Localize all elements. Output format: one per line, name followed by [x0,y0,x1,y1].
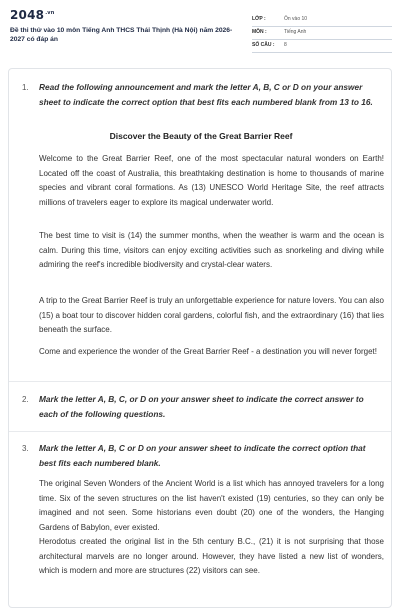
meta-label-class: LỚP : [252,16,266,22]
passage-title: Discover the Beauty of the Great Barrier Reef [109,131,293,141]
question-3-number: 3. [22,444,29,453]
passage-paragraph-3: A trip to the Great Barrier Reef is truly an unforgettable experience for nature lovers. You can also (15) a boat tour to discover hidden coral gardens, colorful fish, and the extraordinary (16) that lies beneath the surface. [39,296,384,334]
meta-value-count: 8 [284,42,287,48]
exam-title: Đề thi thử vào 10 môn Tiếng Anh THCS Thái Thịnh (Hà Nội) năm 2026-2027 có đáp án [10,27,233,43]
logo-sub: .vn [45,10,55,16]
question-3-instruction: Mark the letter A, B, C or D on your answer sheet to indicate the correct option that best fits each numbered blank. [39,443,366,468]
page-header [0,0,400,64]
question-3-paragraph-1: The original Seven Wonders of the Ancient World is a list which has annoyed travelers for a long time. Six of the seven structures on the list haven't existed (19) centuries, so they can only be imagined and not seen. Some historians even doubt (20) one of the wonders, the Hanging Gardens of Babylon, ever existed. [39,479,384,532]
passage-paragraph-4: Come and experience the wonder of the Great Barrier Reef - a destination you will never forget! [39,347,377,356]
question-3-paragraph-2: Herodotus created the original list in the 5th century B.C., (21) it is not surprising that those architectural marvels are no longer around. However, they have listed a new list of wonders, which is modern and more are structures (22) visitors can see. [39,537,384,575]
question-1-number: 1. [22,83,29,92]
meta-value-subject: Tiếng Anh [284,29,307,35]
question-divider [9,381,391,382]
passage-paragraph-1: Welcome to the Great Barrier Reef, one of the most spectacular natural wonders on Earth! Located off the coast of Australia, this breathtaking destination is home to thousands of marine species and vibrant coral formations. As (13) UNESCO World Heritage Site, the reef attracts millions of travelers eager to explore its magical underwater world. [39,154,384,207]
meta-value-class: Ôn vào 10 [284,16,308,22]
question-1-instruction: Read the following announcement and mark the letter A, B, C or D on your answer sheet to indicate the correct option that best fits each numbered blank from 13 to 16. [39,82,373,107]
meta-label-count: SỐ CÂU : [252,42,275,48]
exam-content-card [8,68,392,608]
meta-row-class [252,14,392,27]
meta-label-subject: MÔN : [252,29,267,35]
meta-row-count [252,40,392,53]
exam-meta [252,14,392,53]
question-2-number: 2. [22,395,29,404]
question-divider [9,431,391,432]
passage-paragraph-2: The best time to visit is (14) the summer months, when the weather is warm and the ocean is calm. During this time, visitors can enjoy exciting activities such as snorkeling and diving while admiring the reef's incredible biodiversity and crystal-clear waters. [39,231,384,269]
logo-main: 2048 [10,8,45,22]
question-2-instruction: Mark the letter A, B, C, or D on your answer sheet to indicate the correct answer to each of the following questions. [39,394,364,419]
meta-row-subject [252,27,392,40]
